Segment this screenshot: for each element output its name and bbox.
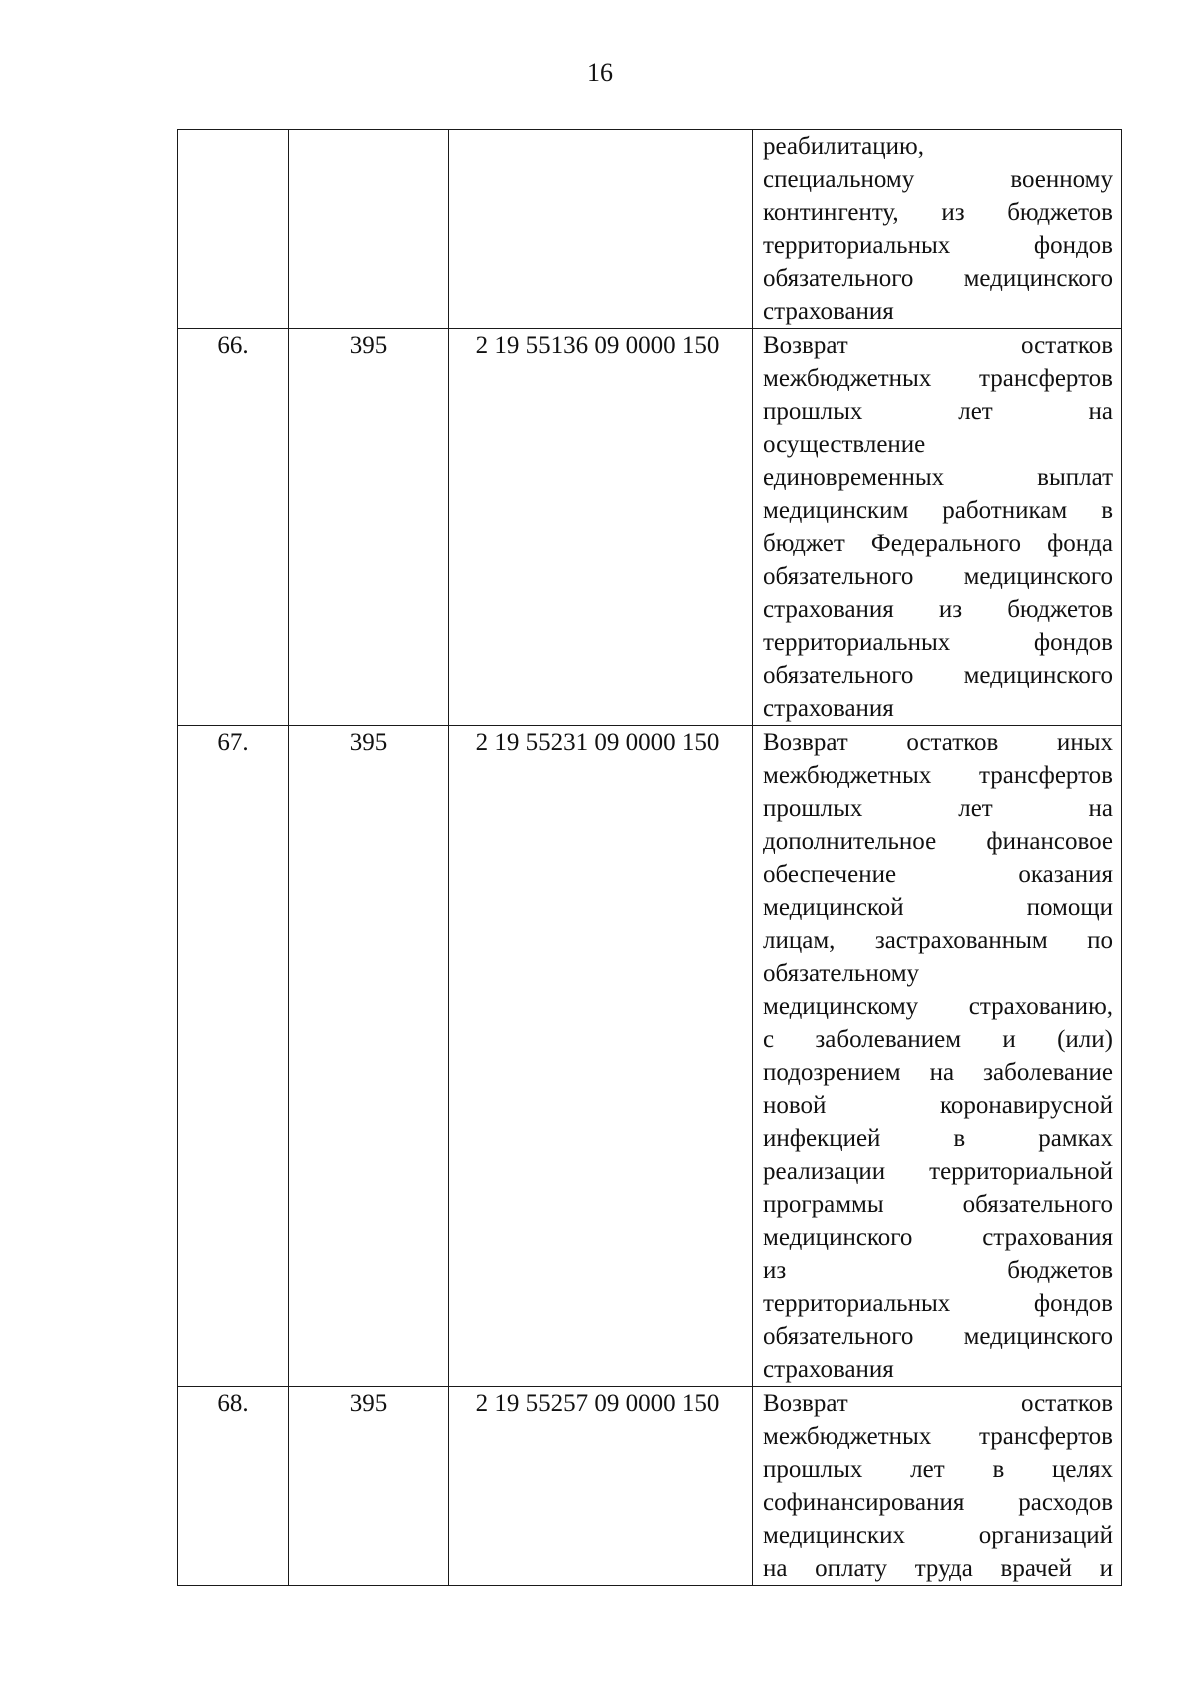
administrator-code-cell: 395 — [289, 329, 449, 726]
row-number-cell: 68. — [178, 1387, 289, 1586]
description-line: территориальных фондов — [763, 232, 1113, 259]
description-line: медицинскому страхованию, — [763, 993, 1113, 1020]
description-line: осуществление — [763, 431, 926, 458]
budget-classification-code-cell: 2 19 55231 09 0000 150 — [449, 726, 753, 1387]
budget-classification-code-cell: 2 19 55257 09 0000 150 — [449, 1387, 753, 1586]
administrator-code-cell — [289, 130, 449, 329]
description-line: межбюджетных трансфертов — [763, 365, 1113, 392]
budget-classification-code-cell: 2 19 55136 09 0000 150 — [449, 329, 753, 726]
description-line: межбюджетных трансфертов — [763, 1423, 1113, 1450]
description-line: единовременных выплат — [763, 464, 1113, 491]
description-line: дополнительное финансовое — [763, 828, 1113, 855]
administrator-code-cell: 395 — [289, 726, 449, 1387]
table-row — [178, 726, 1122, 1387]
description-line: контингенту, из бюджетов — [763, 199, 1113, 226]
description-line: прошлых лет на — [763, 398, 1113, 425]
row-number-cell: 66. — [178, 329, 289, 726]
description-line: реализации территориальной — [763, 1158, 1113, 1185]
table-row — [178, 130, 1122, 329]
description-line: территориальных фондов — [763, 629, 1113, 656]
description-line: территориальных фондов — [763, 1290, 1113, 1317]
description-line: Возврат остатков — [763, 1390, 1113, 1417]
description-line: страхования из бюджетов — [763, 596, 1113, 623]
description-line: межбюджетных трансфертов — [763, 762, 1113, 789]
description-line: обязательному — [763, 960, 920, 987]
description-line: прошлых лет на — [763, 795, 1113, 822]
budget-codes-table — [177, 129, 1122, 1586]
table-row — [178, 329, 1122, 726]
description-line: Возврат остатков — [763, 332, 1113, 359]
description-line: новой коронавирусной — [763, 1092, 1113, 1119]
description-line: с заболеванием и (или) — [763, 1026, 1113, 1053]
description-line: софинансирования расходов — [763, 1489, 1113, 1516]
description-cell — [753, 329, 1122, 726]
description-line: обязательного медицинского — [763, 1323, 1113, 1350]
description-line: обеспечение оказания — [763, 861, 1113, 888]
description-line: из бюджетов — [763, 1257, 1113, 1284]
table-row — [178, 1387, 1122, 1586]
page-number: 16 — [587, 58, 613, 87]
description-cell — [753, 1387, 1122, 1586]
description-line: специальному военному — [763, 166, 1113, 193]
description-line: лицам, застрахованным по — [763, 927, 1113, 954]
description-line: медицинского страхования — [763, 1224, 1113, 1251]
description-cell — [753, 130, 1122, 329]
description-line: Возврат остатков иных — [763, 729, 1113, 756]
description-line: страхования — [763, 1356, 894, 1383]
description-line: на оплату труда врачей и — [763, 1555, 1113, 1582]
description-line: подозрением на заболевание — [763, 1059, 1113, 1086]
description-line: медицинских организаций — [763, 1522, 1113, 1549]
description-line: страхования — [763, 298, 894, 325]
description-line: обязательного медицинского — [763, 265, 1113, 292]
description-line: обязательного медицинского — [763, 662, 1113, 689]
row-number-cell: 67. — [178, 726, 289, 1387]
administrator-code-cell: 395 — [289, 1387, 449, 1586]
description-line: медицинской помощи — [763, 894, 1113, 921]
description-cell — [753, 726, 1122, 1387]
budget-classification-code-cell — [449, 130, 753, 329]
description-line: страхования — [763, 695, 894, 722]
description-line: прошлых лет в целях — [763, 1456, 1113, 1483]
row-number-cell — [178, 130, 289, 329]
description-line: медицинским работникам в — [763, 497, 1113, 524]
description-line: инфекцией в рамках — [763, 1125, 1113, 1152]
table-body — [178, 130, 1122, 1586]
description-line: обязательного медицинского — [763, 563, 1113, 590]
description-line: программы обязательного — [763, 1191, 1113, 1218]
description-line: бюджет Федерального фонда — [763, 530, 1113, 557]
description-line: реабилитацию, — [763, 133, 924, 160]
